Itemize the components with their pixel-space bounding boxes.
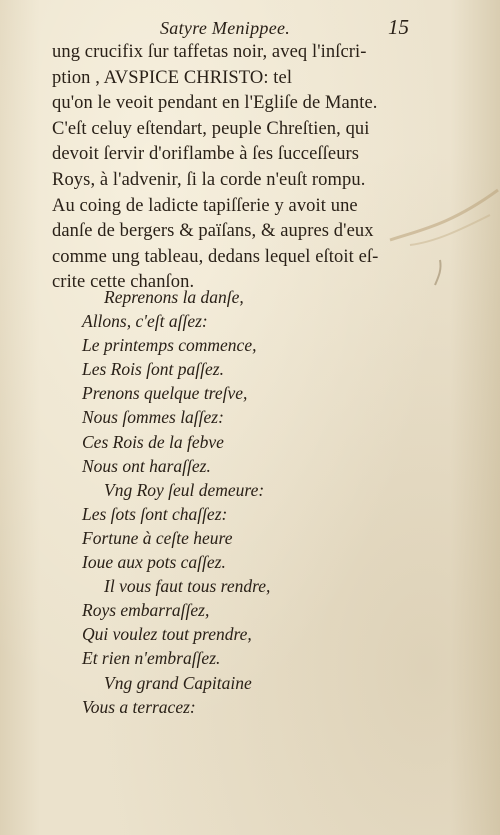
prose-line: Au coing de ladicte tapiſſerie y avoit une	[52, 195, 358, 216]
verse-line: Il vous faut tous rendre,	[104, 576, 271, 597]
prose-line: devoit ſervir d'oriflambe à ſes ſucceſſeurs	[52, 144, 360, 165]
prose-line: ption , AVSPICE CHRISTO: tel	[52, 67, 293, 88]
verse-line: Fortune à ceſte heure	[82, 527, 233, 548]
verse-line: Vng grand Capitaine	[104, 672, 252, 693]
verse-line: Vng Roy ſeul demeure:	[104, 479, 265, 500]
song-verse	[82, 285, 402, 719]
prose-line: ung crucifix ſur taffetas noir, aveq l'inſcri-	[52, 42, 367, 62]
verse-line: Les Rois ſont paſſez.	[82, 359, 224, 380]
verse-line: Nous ſommes laſſez:	[82, 407, 224, 428]
verse-line: Allons, c'eſt aſſez:	[82, 311, 208, 332]
verse-line: Qui voulez tout prendre,	[82, 624, 252, 645]
verse-line: Et rien n'embraſſez.	[82, 648, 221, 669]
prose-paragraph	[52, 40, 432, 296]
verse-line: Reprenons la danſe,	[104, 287, 244, 307]
verse-line: Le printemps commence,	[82, 335, 257, 356]
verse-line: Prenons quelque treſve,	[82, 383, 248, 404]
verse-line: Nous ont haraſſez.	[82, 455, 211, 476]
prose-line: crite cette chanſon.	[52, 272, 195, 293]
verse-line: Roys embarraſſez,	[82, 600, 210, 621]
verse-line: Les ſots ſont chaſſez:	[82, 503, 228, 524]
verse-line: Vous a terracez:	[82, 696, 196, 717]
running-title: Satyre Menippee.	[160, 18, 291, 38]
page-header	[0, 10, 500, 40]
prose-line: comme ung tableau, dedans lequel eſtoit eſ-	[52, 246, 379, 267]
page-number: 15	[388, 15, 409, 39]
verse-line: Ces Rois de la febve	[82, 431, 224, 452]
prose-line: danſe de bergers & païſans, & aupres d'eux	[52, 221, 374, 242]
verse-line: Ioue aux pots caſſez.	[82, 552, 226, 573]
prose-line: qu'on le veoit pendant en l'Egliſe de Mante.	[52, 93, 378, 114]
prose-line: Roys, à l'advenir, ſi la corde n'euſt rompu.	[52, 169, 366, 190]
prose-line: C'eſt celuy eſtendart, peuple Chreſtien, qui	[52, 118, 370, 139]
